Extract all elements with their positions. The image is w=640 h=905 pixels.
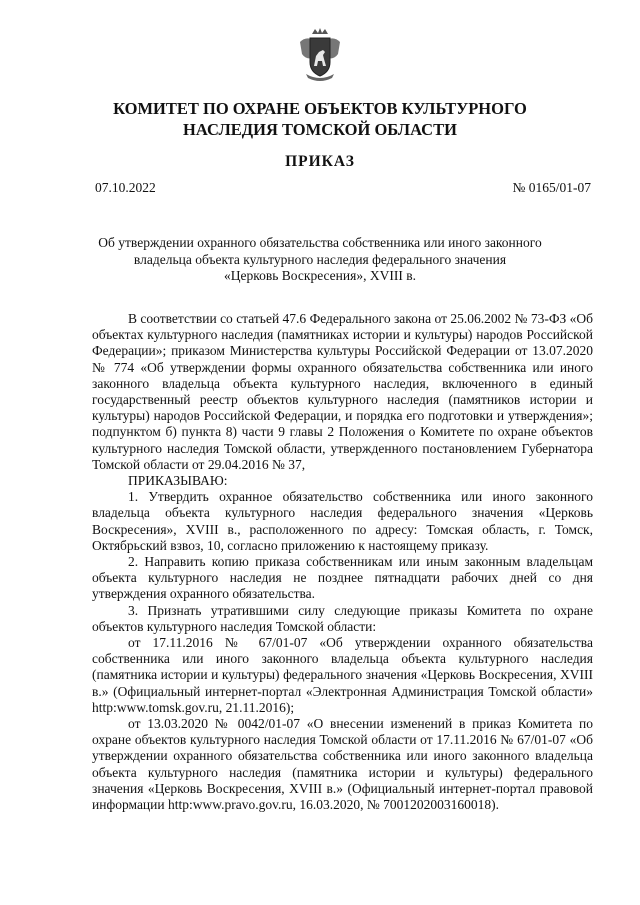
document-date: 07.10.2022	[95, 180, 156, 195]
coat-of-arms-icon	[298, 28, 342, 82]
organization-name-line2: НАСЛЕДИЯ ТОМСКОЙ ОБЛАСТИ	[183, 120, 457, 139]
item-3b-paragraph: от 13.03.2020 № 0042/01-07 «О внесении изменений в приказ Комитета по охране объектов культурного наследия Томской области от 17.11.2016 № 67/01-07 «Об утверждении охранного обязательства собственника или иного законного владельца объекта культурного наследия (памятника истории и культуры) федерального значения «Церковь Воскресения, XVIII в.» (Официальный интернет-портал правовой информации http:www.pravo.gov.ru, 16.03.2020, № 7001202003160018).	[92, 716, 593, 813]
item-1-paragraph: 1. Утвердить охранное обязательство собственника или иного законного владельца объекта культурного наследия федерального значения «Церковь Воскресения», XVIII в., расположенного по адресу: Томская область, г. Томск, Октябрьский взвоз, 10, согласно приложению к настоящему приказу.	[92, 489, 593, 553]
subject-line1: Об утверждении охранного обязательства собственника или иного законного	[98, 235, 542, 250]
organization-name	[60, 98, 580, 140]
item-3-paragraph: 3. Признать утратившими силу следующие приказы Комитета по охране объектов культурного наследия Томской области:	[92, 602, 593, 634]
item-2-paragraph: 2. Направить копию приказа собственникам или иным законным владельцам объекта культурного наследия не позднее пятнадцати рабочих дней со дня утверждения охранного обязательства.	[92, 554, 593, 602]
document-subject	[95, 235, 545, 285]
order-word: ПРИКАЗЫВАЮ:	[128, 473, 228, 489]
item-3a-paragraph: от 17.11.2016 № 67/01-07 «Об утверждении охранного обязательства собственника или иного законного владельца объекта культурного наследия (памятника истории и культуры) федерального значения «Церковь Воскресения, XVIII в.» (Официальный интернет-портал «Электронная Администрация Томской области» http:www.tomsk.gov.ru, 21.11.2016);	[92, 635, 593, 715]
organization-name-line1: КОМИТЕТ ПО ОХРАНЕ ОБЪЕКТОВ КУЛЬТУРНОГО	[113, 99, 527, 118]
document-type: ПРИКАЗ	[285, 153, 355, 170]
preamble-paragraph: В соответствии со статьей 47.6 Федерального закона от 25.06.2002 № 73-ФЗ «Об объектах культурного наследия (памятниках истории и культуры) народов Российской Федерации»; приказом Министерства культуры Российской Федерации от 13.07.2020 № 774 «Об утверждении формы охранного обязательства собственника или иного законного владельца объекта культурного наследия, включенного в единый государственный реестр объектов культурного наследия (памятников истории и культуры) народов Российской Федерации, и порядка его подготовки и утверждения»; подпунктом б) пункта 8) части 9 главы 2 Положения о Комитете по охране объектов культурного наследия Томской области, утвержденного постановлением Губернатора Томской области от 29.04.2016 № 37,	[92, 311, 593, 472]
document-body	[92, 311, 593, 813]
subject-line3: «Церковь Воскресения», XVIII в.	[224, 268, 416, 283]
document-number: № 0165/01-07	[512, 180, 591, 195]
subject-line2: владельца объекта культурного наследия федерального значения	[133, 251, 507, 267]
